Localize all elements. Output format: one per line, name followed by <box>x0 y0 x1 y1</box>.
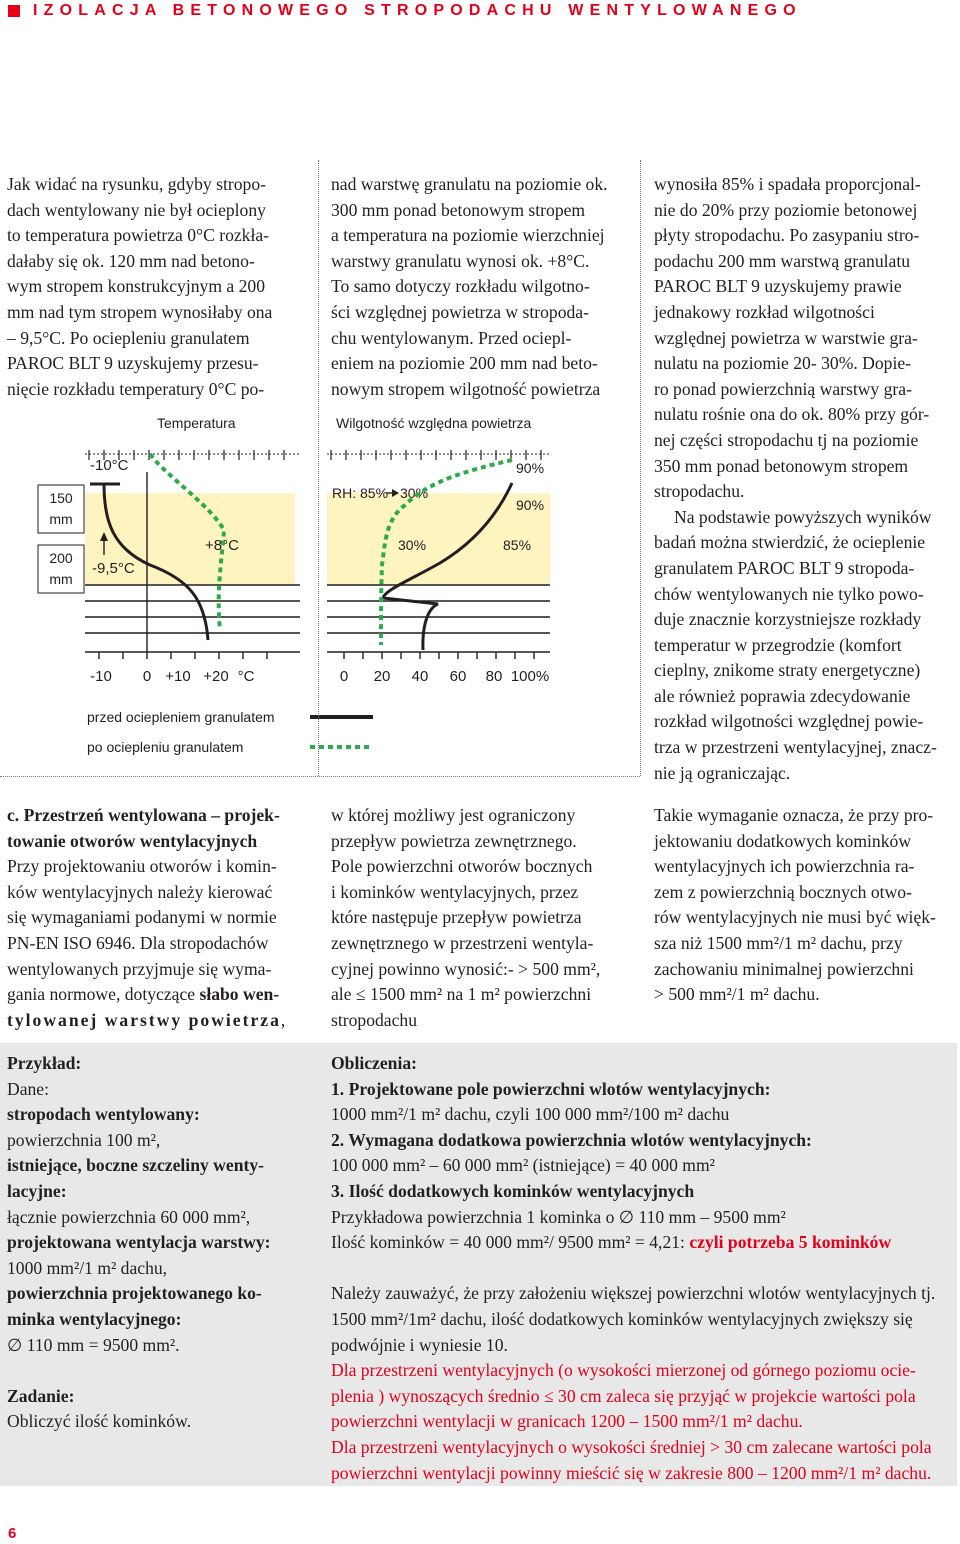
bold-text: projektowana wentylacja warstwy: <box>7 1232 271 1253</box>
axis-ticks <box>99 652 534 659</box>
text-line: nowym stropem wilgotność powietrza <box>331 378 601 399</box>
legend-before-label: przed ociepleniem granulatem <box>87 709 275 725</box>
page-number: 6 <box>8 1525 17 1542</box>
text-line: stropodachu <box>331 1009 417 1030</box>
text-line: ro ponad powierzchnią warstwy gra- <box>654 378 912 399</box>
label-top90: 90% <box>516 460 545 476</box>
header-square-icon <box>8 5 20 17</box>
text-line: cieplny, znikome straty energetyczne) <box>654 660 921 681</box>
text-line: dach wentylowany nie był ocieplony <box>7 199 266 220</box>
text-line: to temperatura powietrza 0°C rozkła- <box>7 225 270 246</box>
text-line: nulatu rośnie ona do ok. 80% przy gór- <box>654 404 930 425</box>
text-line: cyjnej powinno wynosić:- > 500 mm², <box>331 958 601 979</box>
text-line: 1500 mm²/1m² dachu, ilość dodatkowych kominków wentylacyjnych zwiększy się <box>331 1308 913 1329</box>
text-line: badań można stwierdzić, że ocieplenie <box>654 532 926 553</box>
text-line: Na podstawie powyższych wyników <box>674 506 932 527</box>
temp-axis-label: 0 <box>142 668 152 685</box>
label-p85: 85% <box>503 537 532 553</box>
text-line <box>7 982 303 1008</box>
label-mid90: 90% <box>516 497 545 513</box>
text-line: zem z powierzchnią bocznych otwo- <box>654 881 912 902</box>
red-text: Dla przestrzeni wentylacyjnych (o wysokości mierzonej od górnego poziomu ocie- <box>331 1360 916 1381</box>
text-span: , <box>280 1009 286 1030</box>
label-plus8: +8°C <box>205 537 239 554</box>
calc-title: Obliczenia: <box>331 1053 418 1073</box>
box-200-value: 200 <box>49 550 73 566</box>
header-title: IZOLACJA BETONOWEGO STROPODACHU WENTYLOWANEGO <box>33 2 802 19</box>
text-line: Należy zauważyć, że przy założeniu większej powierzchni wlotów wentylacyjnych tj. <box>331 1283 936 1304</box>
bold-text: lacyjne: <box>7 1180 67 1201</box>
box-150-unit: mm <box>49 511 73 527</box>
temp-axis-label: °C <box>237 668 255 685</box>
text-line <box>7 1008 303 1034</box>
rh-title: Wilgotność względna powietrza <box>336 415 532 431</box>
text-line: ∅ 110 mm = 9500 mm². <box>7 1334 180 1355</box>
page-header <box>0 0 960 26</box>
calc-col <box>331 1051 955 1486</box>
text-line: 1000 mm²/1 m² dachu, czyli 100 000 mm²/100 m² dachu <box>331 1104 730 1125</box>
text-line: rozkład wilgotności względnej powie- <box>654 711 924 732</box>
text-line: 300 mm ponad betonowym stropem <box>331 199 586 220</box>
text-line: – 9,5°C. Po ociepleniu granulatem <box>7 327 250 348</box>
bold-text: 3. Ilość dodatkowych kominków wentylacyjnych <box>331 1180 695 1201</box>
text-line: chu wentylowanym. Przed ociepl- <box>331 327 572 348</box>
text-line: To samo dotyczy rozkładu wilgotno- <box>331 276 590 297</box>
bold-text: 1. Projektowane pole powierzchni wlotów wentylacyjnych: <box>331 1078 771 1099</box>
text-line: nie ją ograniczając. <box>654 762 791 783</box>
text-line: eniem na poziomie 200 mm nad beto- <box>331 353 598 374</box>
text-line: nie do 20% przy poziomie betonowej <box>654 199 918 220</box>
text-line: Takie wymaganie oznacza, że przy pro- <box>654 805 934 825</box>
red-text: Dla przestrzeni wentylacyjnych o wysokości średniej > 30 cm zalecane wartości pola <box>331 1436 932 1457</box>
section-heading: c. Przestrzeń wentylowana – projek- <box>7 805 280 825</box>
spacer <box>331 1256 955 1282</box>
text-line: rów wentylacyjnych nie musi być więk- <box>654 907 936 928</box>
box-150mm <box>38 485 84 533</box>
text-line: które następuje przepływ powietrza <box>331 907 582 928</box>
text-line: i kominków wentylacyjnych, przez <box>331 881 579 902</box>
text-line: zachowaniu minimalnej powierzchni <box>654 958 914 979</box>
red-text: plenia ) wynoszących średnio ≤ 30 cm zaleca się przyjąć w projekcie wartości pola <box>331 1385 916 1406</box>
text-line: nej części stropodachu tj na poziomie <box>654 429 919 450</box>
rh-axis-label: 60 <box>449 668 467 685</box>
text-line: 100 000 mm² – 60 000 mm² (istniejące) = 40 000 mm² <box>331 1155 715 1176</box>
text-line: wynosiła 85% i spadała proporcjonal- <box>654 174 921 194</box>
text-line: ale również poprawia zdecydowanie <box>654 685 911 706</box>
text-line: w której możliwy jest ograniczony <box>331 805 576 825</box>
text-line: nulatu na poziomie 20- 30%. Dopie- <box>654 353 911 374</box>
text-line: PN-EN ISO 6946. Dla stropodachów <box>7 932 269 953</box>
text-line: chów wentylowanych nie tylko powo- <box>654 583 924 604</box>
text-line: podachu 200 mm warstwą granulatu <box>654 250 911 271</box>
spacer <box>7 1358 307 1384</box>
section-divider <box>0 776 640 777</box>
text-line: jednakowy rozkład wilgotności <box>654 301 875 322</box>
text-line: zewnętrznego w przestrzeni wentyla- <box>331 932 594 953</box>
box-200mm <box>38 545 84 593</box>
text-line: się wymaganiami podanymi w normie <box>7 907 277 928</box>
text-line: dałaby się ok. 120 mm nad betono- <box>7 250 255 271</box>
bold-text: powierzchnia projektowanego ko- <box>7 1283 262 1304</box>
text-line: > 500 mm²/1 m² dachu. <box>654 984 820 1005</box>
text-line: nięcie rozkładu temperatury 0°C po- <box>7 378 265 399</box>
box-150-value: 150 <box>49 490 73 506</box>
text-span: gania normowe, dotyczące <box>7 984 196 1005</box>
temp-title: Temperatura <box>157 415 236 431</box>
text-line: 350 mm ponad betonowym stropem <box>654 455 909 476</box>
text-line: wym stropem konstrukcyjnym a 200 <box>7 276 266 297</box>
result-highlight: czyli potrzeba 5 kominków <box>689 1232 892 1253</box>
task-title: Zadanie: <box>7 1385 75 1406</box>
column-divider <box>640 160 641 776</box>
text-line: płyty stropodachu. Po zasypaniu stro- <box>654 225 920 246</box>
label-minus95: -9,5°C <box>92 560 135 577</box>
text-line: Jak widać na rysunku, gdyby stropo- <box>7 174 266 194</box>
text-line: wentylowanych przyjmuje się wyma- <box>7 958 272 979</box>
text-line: duje znacznie korzystniejsze rozkłady <box>654 609 922 630</box>
text-line: ków wentylacyjnych należy kierować <box>7 881 273 902</box>
text-line: 1000 mm²/1 m² dachu, <box>7 1257 168 1278</box>
box-200-unit: mm <box>49 571 73 587</box>
bold-text: słabo wen- <box>199 984 280 1005</box>
bold-text: stropodach wentylowany: <box>7 1104 200 1125</box>
red-text: powierzchni wentylacji powinny mieścić się w zakresie 800 – 1200 mm²/1 m² dachu. <box>331 1462 932 1483</box>
text-line: temperatur w przegrodzie (komfort <box>654 634 902 655</box>
temperature-humidity-diagram <box>0 405 640 775</box>
text-line: ści względnej powietrza w stropoda- <box>331 301 589 322</box>
section-c-col2 <box>331 803 631 1033</box>
text-line: wentylacyjnych ich powierzchnia ra- <box>654 856 915 877</box>
temp-axis-labels <box>90 668 254 685</box>
bold-text: tylowanej warstwy powietrza <box>7 1009 281 1030</box>
text-line: powierzchnia 100 m², <box>7 1129 161 1150</box>
text-line: podwójnie i wyniesie 10. <box>331 1334 508 1355</box>
section-heading: towanie otworów wentylacyjnych <box>7 830 258 851</box>
text-line: granulatem PAROC BLT 9 stropoda- <box>654 557 915 578</box>
intro-col2 <box>331 172 631 402</box>
text-line <box>331 1230 955 1256</box>
text-line: a temperatura na poziomie wierzchniej <box>331 225 605 246</box>
text-line: Pole powierzchni otworów bocznych <box>331 856 593 877</box>
bold-text: istniejące, boczne szczeliny wenty- <box>7 1155 264 1176</box>
temp-axis-label: +10 <box>165 668 191 685</box>
text-line: PAROC BLT 9 uzyskujemy prawie <box>654 276 902 297</box>
text-line: warstwy granulatu wynosi ok. +8°C. <box>331 250 590 271</box>
legend-after-label: po ociepleniu granulatem <box>87 739 244 755</box>
label-rh: RH: 85% <box>332 485 389 501</box>
intro-col3 <box>654 172 954 786</box>
text-line: Przykładowa powierzchnia 1 kominka o ∅ 110 mm – 9500 mm² <box>331 1206 786 1227</box>
rh-axis-label: 20 <box>373 668 391 685</box>
example-title: Przykład: <box>7 1053 82 1073</box>
text-line: łącznie powierzchnia 60 000 mm², <box>7 1206 251 1227</box>
text-line: przepływ powietrza zewnętrznego. <box>331 830 577 851</box>
text-line: jektowaniu dodatkowych kominków <box>654 830 912 851</box>
text-line: PAROC BLT 9 uzyskujemy przesu- <box>7 353 259 374</box>
text-line: nad warstwę granulatu na poziomie ok. <box>331 174 608 194</box>
bold-text: minka wentylacyjnego: <box>7 1308 182 1329</box>
rh-axis-labels <box>340 668 549 685</box>
text-line: stropodachu. <box>654 481 745 502</box>
text-line: względnej powietrza w warstwie gra- <box>654 327 918 348</box>
rh-axis-label: 80 <box>485 668 503 685</box>
rh-axis-label: 40 <box>411 668 429 685</box>
label-p30: 30% <box>398 537 427 553</box>
temp-axis-label: +20 <box>203 668 229 685</box>
temp-axis-label: -10 <box>90 668 112 685</box>
text-line: Przy projektowaniu otworów i komin- <box>7 856 277 877</box>
label-rh-to: 30% <box>400 485 429 501</box>
dashed-ticks <box>89 450 541 460</box>
column-divider <box>318 160 319 776</box>
text-span: Ilość kominków = 40 000 mm²/ 9500 mm² = 4,21: <box>331 1232 685 1253</box>
label-minus10: -10°C <box>90 457 129 474</box>
text-line: trza w przestrzeni wentylacyjnej, znacz- <box>654 737 937 758</box>
section-c-col1 <box>7 803 303 1033</box>
red-text: powierzchni wentylacji w granicach 1200 – 1500 mm²/1 m² dachu. <box>331 1411 803 1432</box>
rh-axis-label: 100% <box>510 668 550 685</box>
rh-curve-before-lower <box>383 598 438 650</box>
rh-axis-label: 0 <box>339 668 349 685</box>
intro-col1 <box>7 172 303 402</box>
bold-text: 2. Wymagana dodatkowa powierzchnia wlotów wentylacyjnych: <box>331 1129 812 1150</box>
section-c-col3 <box>654 803 954 1008</box>
text-line: Obliczyć ilość kominków. <box>7 1411 192 1432</box>
text-line: mm nad tym stropem wynosiłaby ona <box>7 301 273 322</box>
example-col <box>7 1051 307 1435</box>
text-line: ale ≤ 1500 mm² na 1 m² powierzchni <box>331 984 592 1005</box>
text-line: sza niż 1500 mm²/1 m² dachu, przy <box>654 932 903 953</box>
text-line: Dane: <box>7 1078 50 1099</box>
